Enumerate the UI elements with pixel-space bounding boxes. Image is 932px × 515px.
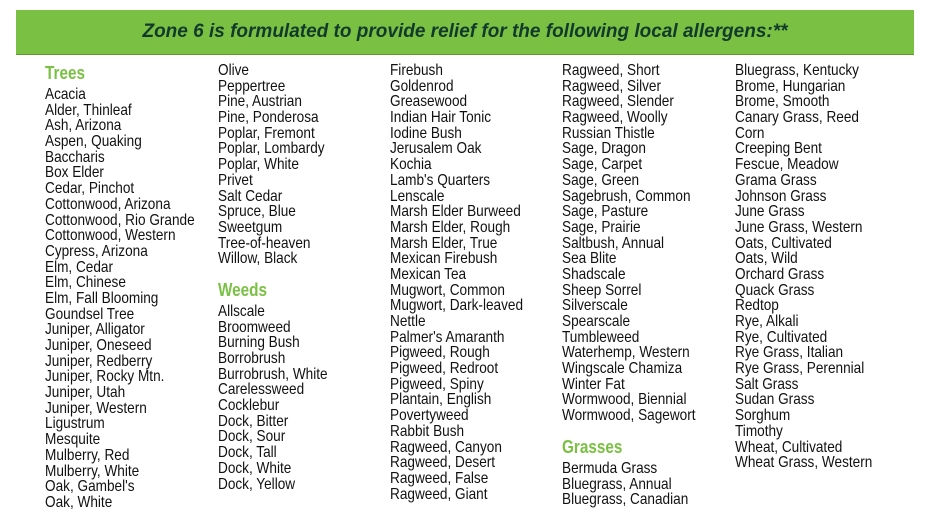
allergen-item: Pigweed, Rough [390,344,490,362]
allergen-item: Jerusalem Oak [390,140,482,158]
allergen-item: Elm, Cedar [45,258,114,276]
allergen-item: Indian Hair Tonic [390,109,492,127]
allergen-item: Lamb's Quarters [390,171,491,189]
allergen-item: Fescue, Meadow [735,156,839,174]
allergen-item: Juniper, Utah [45,384,126,402]
banner-title: Zone 6 is formulated to provide relief for the following local allergens:** [142,21,788,42]
allergen-item: Rye Grass, Perennial [735,360,865,378]
allergen-item: Sorghum [735,407,791,425]
allergen-item: Dock, Sour [218,428,286,446]
allergen-item: Rye Grass, Italian [735,344,844,362]
allergen-item: Sudan Grass [735,391,815,409]
allergen-item: Goldenrod [390,77,454,95]
allergen-item: Povertyweed [390,407,469,425]
allergen-item: Rabbit Bush [390,422,465,440]
weeds-list [218,304,347,492]
column-3 [390,63,547,502]
grasses-list-continued [735,63,897,471]
allergen-item: Dock, White [218,459,292,477]
allergen-item: Acacia [45,86,86,103]
trees-list [45,87,221,511]
allergen-item: Ragweed, Canyon [390,438,502,456]
allergen-item: Wheat Grass, Western [735,454,873,472]
allergen-item: Box Elder [45,164,104,182]
allergen-item: Dock, Yellow [218,475,296,493]
allergen-item: Creeping Bent [735,140,822,158]
allergen-item: Juniper, Redberry [45,352,153,370]
grasses-heading: Grasses [562,436,623,457]
allergen-item: Ragweed, False [390,469,489,487]
allergen-item: June Grass [735,203,805,221]
allergen-item: Mulberry, White [45,462,140,480]
allergen-item: Ash, Arizona [45,117,122,135]
allergen-item: Cottonwood, Rio Grande [45,211,195,229]
allergen-item: Johnson Grass [735,187,827,205]
allergen-item: Plantain, English [390,391,492,409]
weeds-heading: Weeds [218,279,268,300]
weeds-list-continued-2 [562,63,719,424]
allergen-item: Marsh Elder, True [390,234,498,252]
allergen-item: Dock, Tall [218,444,277,462]
weeds-list-continued [390,63,547,502]
allergen-item: Pine, Ponderosa [218,109,319,127]
allergen-item: Timothy [735,422,783,440]
allergen-item: Orchard Grass [735,265,825,283]
allergen-item: Lenscale [390,187,445,205]
allergen-item: Goundsel Tree [45,305,135,323]
allergen-item: Elm, Fall Blooming [45,289,159,307]
allergen-item: Spruce, Blue [218,203,296,221]
allergen-item: Sweetgum [218,218,283,236]
allergen-item: Mugwort, Dark-leaved [390,297,524,315]
allergen-item: Sage, Dragon [562,140,646,158]
allergen-item: Oak, Gambel's [45,478,135,496]
allergen-item: Sea Blite [562,250,617,268]
allergen-item: Cypress, Arizona [45,242,148,260]
allergen-item: Rye, Cultivated [735,328,828,346]
allergen-item: Borrobrush [218,350,286,367]
allergen-item: Peppertree [218,77,286,95]
allergen-item: Grama Grass [735,171,817,189]
allergen-item: Mexican Firebush [390,250,498,268]
allergen-item: Poplar, Fremont [218,124,315,142]
column-4 [562,63,719,508]
allergen-item: Shadscale [562,265,626,283]
allergen-item: Ragweed, Woolly [562,109,668,127]
allergen-item: Redtop [735,297,779,315]
allergen-item: Elm, Chinese [45,274,126,292]
allergen-item: Willow, Black [218,250,298,268]
allergen-item: Bluegrass, Kentucky [735,62,859,79]
allergen-item: Aspen, Quaking [45,133,142,151]
column-5 [735,63,897,471]
allergen-item: Poplar, Lombardy [218,140,325,158]
allergen-item: Wheat, Cultivated [735,438,843,456]
allergen-item: Silverscale [562,297,628,315]
header-banner [16,10,914,55]
allergen-item: Pigweed, Spiny [390,375,484,393]
allergen-item: Ragweed, Giant [390,485,488,503]
allergen-item: Cocklebur [218,397,280,415]
allergen-item: Baccharis [45,148,105,166]
allergen-item: Burrobrush, White [218,365,328,383]
allergen-item: Allscale [218,302,265,320]
allergen-item: Juniper, Alligator [45,321,145,339]
allergen-item: Sage, Green [562,171,640,189]
allergen-item: Bermuda Grass [562,459,658,477]
allergen-item: Sage, Pasture [562,203,649,221]
allergen-item: Poplar, White [218,156,299,174]
allergen-item: Burning Bush [218,334,300,352]
allergen-item: Saltbush, Annual [562,234,665,252]
allergen-item: Salt Cedar [218,187,283,205]
allergen-item: Mexican Tea [390,265,467,283]
allergen-item: Ragweed, Slender [562,93,674,111]
column-2 [218,63,347,492]
allergen-item: Alder, Thinleaf [45,101,132,119]
allergen-item: Cedar, Pinchot [45,180,135,198]
allergen-item: Mugwort, Common [390,281,505,299]
allergen-item: Olive [218,62,249,79]
allergen-item: Sagebrush, Common [562,187,691,205]
allergen-item: Sage, Prairie [562,218,641,236]
allergen-item: Waterhemp, Western [562,344,690,362]
allergen-item: Broomweed [218,318,291,336]
allergen-item: Oats, Wild [735,250,798,268]
allergen-item: Tree-of-heaven [218,234,311,252]
allergen-item: Oats, Cultivated [735,234,832,252]
allergen-item: Oak, White [45,493,113,511]
allergen-item: Wormwood, Sagewort [562,407,696,425]
column-1 [45,63,221,511]
allergen-item: Iodine Bush [390,124,462,142]
allergen-item: Ligustrum [45,415,105,433]
allergen-item: Winter Fat [562,375,625,393]
allergen-item: Cottonwood, Arizona [45,195,171,213]
allergen-item: Sage, Carpet [562,156,643,174]
allergen-item: Brome, Smooth [735,93,830,111]
allergen-item: Tumbleweed [562,328,640,346]
allergen-item: Russian Thistle [562,124,655,142]
allergen-item: Rye, Alkali [735,313,799,330]
grasses-list [562,461,719,508]
allergen-item: Cottonwood, Western [45,227,176,245]
allergen-item: Marsh Elder Burweed [390,203,521,221]
allergen-item: June Grass, Western [735,218,863,236]
allergen-item: Marsh Elder, Rough [390,218,511,236]
allergen-item: Dock, Bitter [218,412,289,430]
trees-heading: Trees [45,63,85,83]
allergen-item: Bluegrass, Annual [562,475,672,493]
allergen-item: Wingscale Chamiza [562,360,683,378]
allergen-item: Corn [735,124,765,142]
allergen-item: Pine, Austrian [218,93,302,111]
allergen-item: Privet [218,171,253,189]
allergen-item: Brome, Hungarian [735,77,846,95]
allergen-item: Mulberry, Red [45,446,130,464]
allergen-item: Mesquite [45,431,101,449]
allergen-item: Nettle [390,313,426,330]
allergen-item: Pigweed, Redroot [390,360,499,378]
allergen-item: Ragweed, Silver [562,77,662,95]
trees-list-continued [218,63,347,267]
allergen-item: Ragweed, Desert [390,454,496,472]
allergen-item: Juniper, Western [45,399,147,417]
allergen-item: Kochia [390,156,432,174]
allergen-item: Bluegrass, Canadian [562,491,689,509]
allergen-item: Salt Grass [735,375,799,393]
allergen-item: Sheep Sorrel [562,281,642,299]
allergen-item: Firebush [390,62,443,79]
allergen-item: Spearscale [562,313,631,330]
allergen-item: Palmer's Amaranth [390,328,505,346]
allergen-item: Carelessweed [218,381,305,399]
allergen-item: Canary Grass, Reed [735,109,859,127]
allergen-item: Juniper, Rocky Mtn. [45,368,165,386]
allergen-item: Juniper, Oneseed [45,337,152,354]
allergen-item: Wormwood, Biennial [562,391,687,409]
allergen-item: Ragweed, Short [562,62,660,79]
allergen-item: Greasewood [390,93,468,111]
allergen-item: Quack Grass [735,281,815,299]
